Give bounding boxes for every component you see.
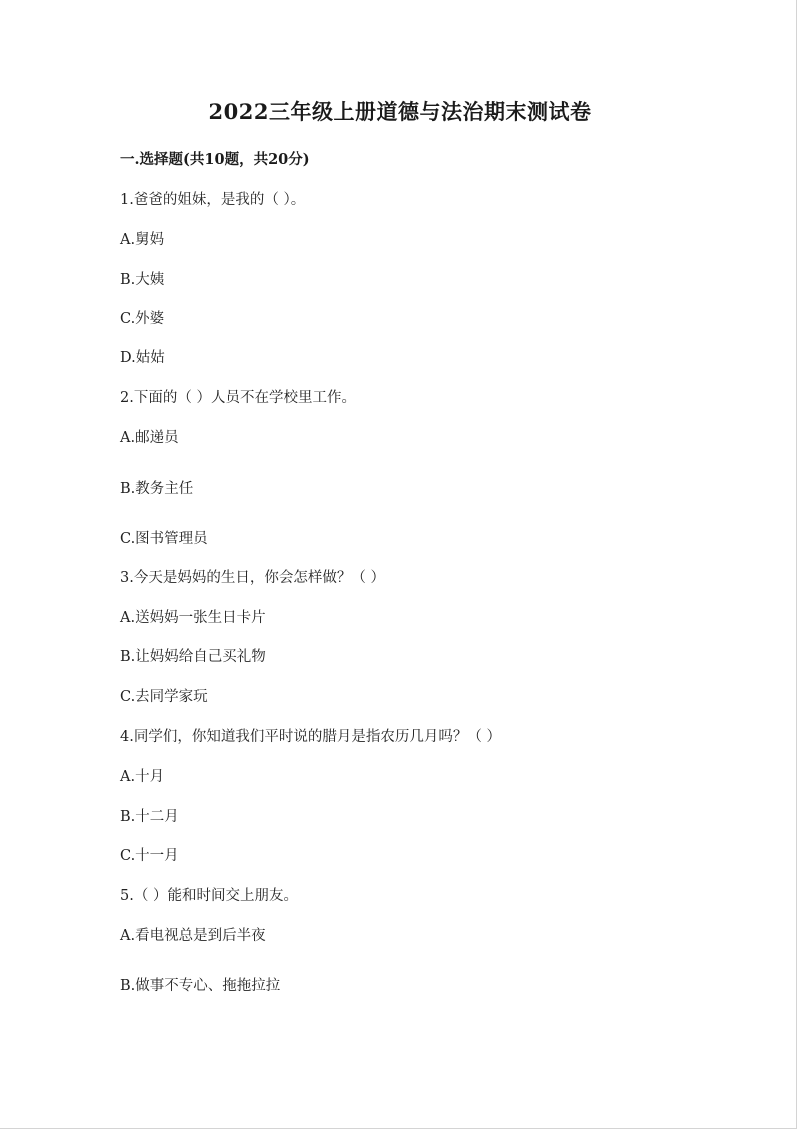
question-3-option-b: B.让妈妈给自己买礼物 <box>120 649 266 665</box>
question-3-option-c: C.去同学家玩 <box>120 689 208 705</box>
question-4-option-b: B.十二月 <box>120 809 179 825</box>
question-3-option-a: A.送妈妈一张生日卡片 <box>120 610 266 626</box>
question-4-option-a: A.十月 <box>120 769 165 785</box>
question-2: 2.下面的（ ）人员不在学校里工作。 <box>120 390 356 406</box>
question-2-option-a: A.邮递员 <box>120 430 179 446</box>
question-2-option-b: B.教务主任 <box>120 481 194 497</box>
question-4: 4.同学们，你知道我们平时说的腊月是指农历几月吗？（ ） <box>120 729 501 745</box>
document-title: 2022三年级上册道德与法治期末测试卷 <box>208 99 592 124</box>
question-5-option-a: A.看电视总是到后半夜 <box>120 928 266 944</box>
question-1-option-b: B.大姨 <box>120 272 165 288</box>
question-1-option-a: A.舅妈 <box>120 232 165 248</box>
question-3: 3.今天是妈妈的生日，你会怎样做？（ ） <box>120 570 385 586</box>
question-2-option-c: C.图书管理员 <box>120 531 208 547</box>
question-5: 5.（ ）能和时间交上朋友。 <box>120 888 298 904</box>
section-heading: 一.选择题(共10题，共20分) <box>120 151 310 168</box>
question-1-option-d: D.姑姑 <box>120 350 165 366</box>
question-5-option-b: B.做事不专心、拖拖拉拉 <box>120 978 281 994</box>
question-4-option-c: C.十一月 <box>120 848 179 864</box>
question-1: 1.爸爸的姐妹，是我的（ ）。 <box>120 192 306 208</box>
question-1-option-c: C.外婆 <box>120 311 165 327</box>
